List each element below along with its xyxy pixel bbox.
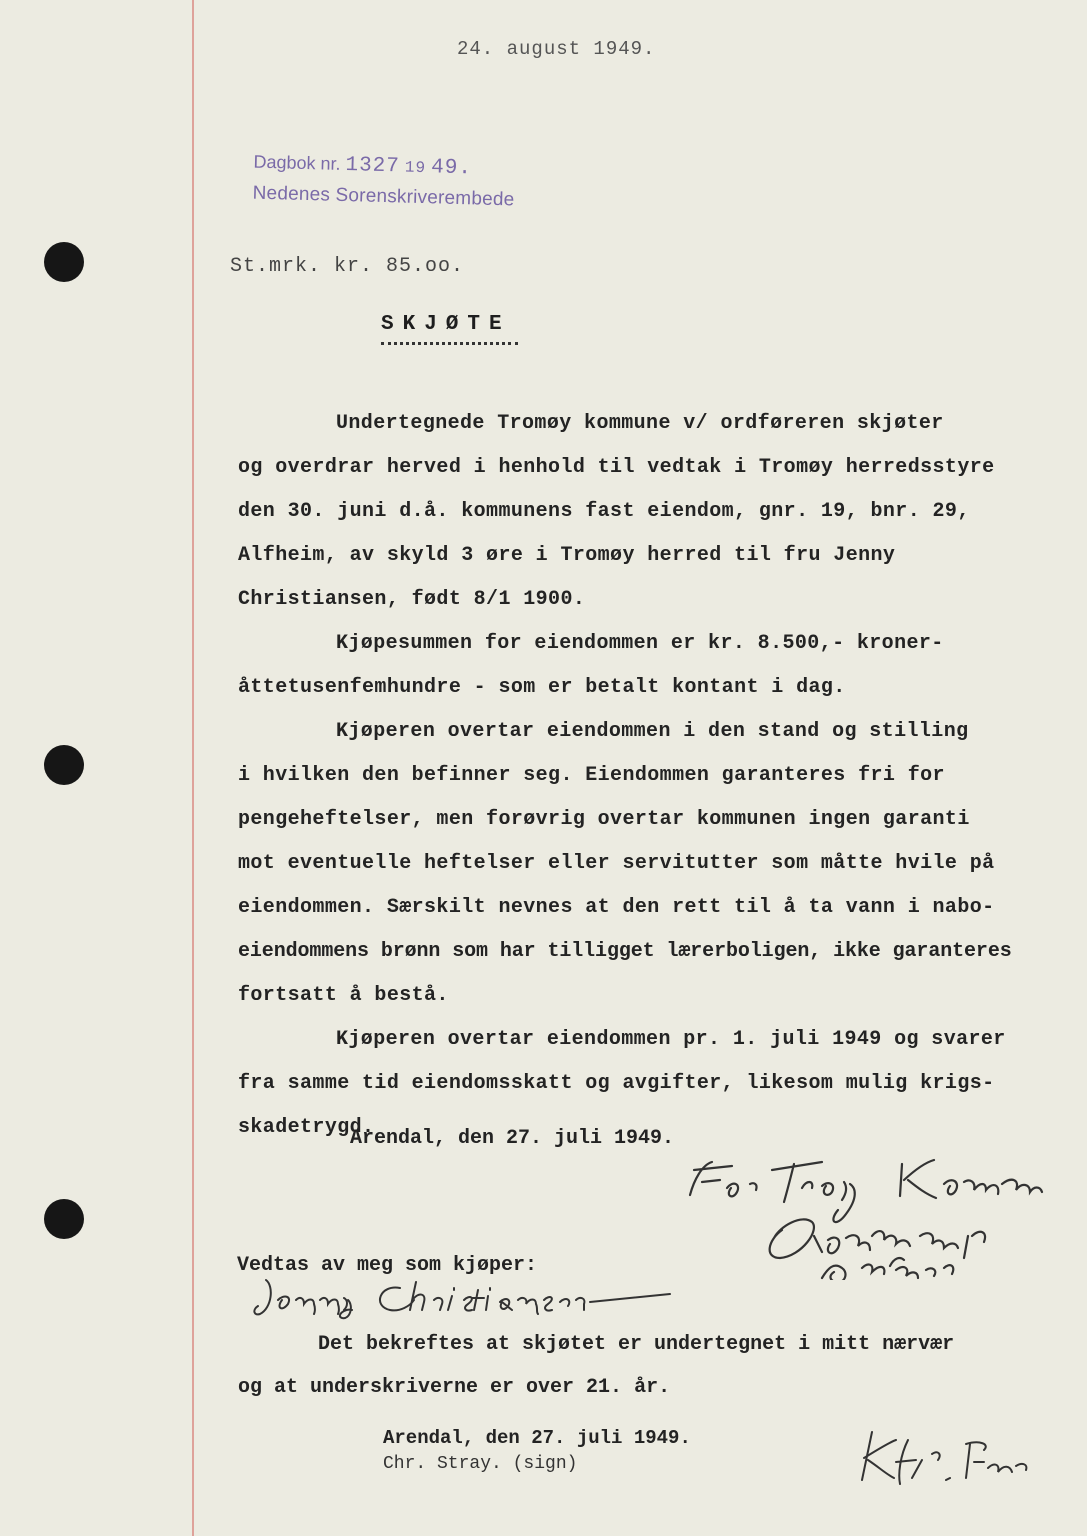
body-line: den 30. juni d.å. kommunens fast eiendom, gnr. 19, bnr. 29,: [238, 500, 970, 523]
stamp-number: 1327: [345, 153, 401, 179]
body-line: Kjøperen overtar eiendommen i den stand og stilling: [336, 720, 969, 743]
body-line: fra samme tid eiendomsskatt og avgifter, likesom mulig krigs-: [238, 1072, 995, 1095]
witness: Chr. Stray. (sign): [383, 1454, 578, 1474]
confirmation: [238, 1323, 954, 1409]
body-line: i hvilken den befinner seg. Eiendommen garanteres fri for: [238, 764, 945, 787]
body-line: Kjøperen overtar eiendommen pr. 1. juli 1949 og svarer: [336, 1028, 1006, 1051]
body-line: åttetusenfemhundre - som er betalt kontant i dag.: [238, 676, 846, 699]
body-line: Christiansen, født 8/1 1900.: [238, 588, 586, 611]
body-line: Kjøpesummen for eiendommen er kr. 8.500,- kroner-: [336, 632, 944, 655]
stamp-label: Dagbok nr.: [253, 151, 341, 174]
stamp-fee: St.mrk. kr. 85.oo.: [230, 255, 465, 278]
title-underline: [381, 342, 518, 345]
body-line: fortsatt å bestå.: [238, 984, 449, 1007]
seller-signature-image: [672, 1140, 1082, 1280]
deed-body: [238, 402, 1083, 1150]
body-line: Alfheim, av skyld 3 øre i Tromøy herred til fru Jenny: [238, 544, 896, 567]
punch-hole-top: [44, 242, 84, 282]
confirmation-line: Det bekreftes at skjøtet er undertegnet i mitt nærvær: [318, 1333, 955, 1356]
place-date: Arendal, den 27. juli 1949.: [350, 1127, 675, 1150]
body-line: Undertegnede Tromøy kommune v/ ordføreren skjøter: [336, 412, 944, 435]
body-line: mot eventuelle heftelser eller servitutter som måtte hvile på: [238, 852, 995, 875]
stamp-office: Nedenes Sorenskriverembede: [252, 182, 515, 211]
body-line: og overdrar herved i henhold til vedtak i Tromøy herredsstyre: [238, 456, 995, 479]
buyer-signature-image: [250, 1272, 680, 1322]
place-date-2: Arendal, den 27. juli 1949.: [383, 1427, 691, 1449]
body-line: skadetrygd.: [238, 1116, 375, 1139]
stamp-year-suffix: 49.: [430, 156, 473, 181]
buyer-label: Vedtas av meg som kjøper:: [237, 1254, 538, 1277]
margin-line: [192, 0, 194, 1536]
initials-image: [850, 1420, 1040, 1490]
document-date: 24. august 1949.: [457, 38, 656, 60]
stamp-year-prefix: 19: [404, 158, 427, 178]
registry-stamp: [252, 152, 515, 212]
body-line: eiendommen. Særskilt nevnes at den rett til å ta vann i nabo-: [238, 896, 995, 919]
confirmation-line: og at underskriverne er over 21. år.: [238, 1376, 671, 1399]
body-line: eiendommens brønn som har tilligget lærerboligen, ikke garanteres: [238, 940, 1012, 963]
document-title: SKJØTE: [381, 313, 511, 336]
punch-hole-middle: [44, 745, 84, 785]
punch-hole-bottom: [44, 1199, 84, 1239]
body-line: pengeheftelser, men forøvrig overtar kommunen ingen garanti: [238, 808, 970, 831]
